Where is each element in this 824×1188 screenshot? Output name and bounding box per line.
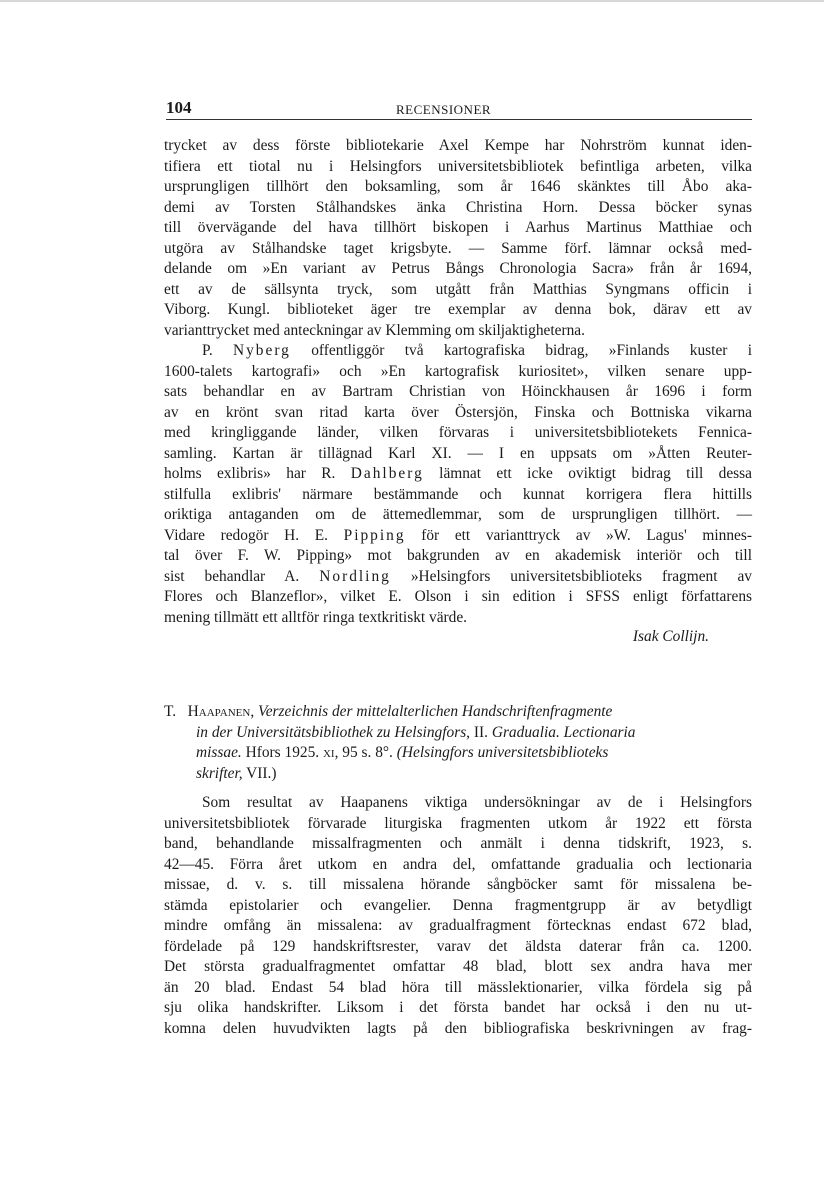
text-line	[164, 341, 752, 361]
author-name: Nyberg	[233, 342, 291, 359]
text-line: 42—45. Förra året utkom en andra del, omfattande gradualia och lectionaria	[164, 855, 752, 873]
text-line: universitetsbibliotek förvarade liturgiska fragmenten utkom år 1922 ett första	[164, 814, 752, 832]
reference-line	[164, 723, 752, 743]
text-line: av en krönt svan ritad karta över Östersjön, Finska och Bottniska vikarna	[164, 403, 752, 421]
author-name: Dahlberg	[350, 465, 424, 482]
reference-title: Verzeichnis der mittelalterlichen Handschriftenfragmente	[258, 703, 613, 720]
text-line: mindre omfång än missalena: av gradualfragment förtecknas endast 672 blad,	[164, 917, 752, 934]
text-line: till övervägande del hava tillhört biskopen i Aarhus Martinus Matthiae och	[164, 219, 752, 236]
reference-title: in der Universitätsbibliothek zu Helsingfors,	[196, 723, 471, 741]
text-line: fördelade på 129 handskriftsrester, varav det äldsta daterar från ca. 1200.	[164, 937, 752, 955]
top-edge-rule	[0, 0, 824, 2]
author-name: Pipping	[343, 526, 406, 544]
text-line: Flores och Blanzeflor», vilket E. Olson i sin edition i SFSS enligt författarens	[164, 588, 752, 605]
text-line	[164, 464, 752, 484]
text-line: stilfulla exlibris' närmare bestämmande och kunnat korrigera flera hittills	[164, 485, 752, 503]
text-span: II.	[470, 723, 492, 741]
reference-title: Gradualia. Lectionaria	[491, 723, 636, 741]
text-line: sats behandlar en av Bartram Christian von Höinckhausen år 1696 i form	[164, 383, 752, 400]
text-line: sju olika handskrifter. Liksom i det första bandet har också i den nu ut-	[164, 999, 752, 1016]
text-span: holms exlibris» har R.	[164, 465, 351, 482]
header-rule	[166, 119, 752, 120]
text-line: tifiera ett tiotal nu i Helsingfors universitetsbibliotek befintliga arbeten, vilka	[164, 157, 752, 175]
text-line: varianttrycket med anteckningar av Klemming om skiljaktigheterna.	[164, 321, 585, 339]
reference-line	[164, 764, 752, 784]
reference-title: missae.	[196, 744, 242, 761]
page-number: 104	[166, 98, 192, 117]
text-line	[164, 526, 752, 546]
series-title: skrifter,	[196, 764, 243, 782]
text-span: , 95 s. 8°.	[334, 744, 397, 761]
running-head: RECENSIONER	[396, 102, 492, 117]
text-line: mening tillmätt ett alltför ringa textkritiskt värde.	[164, 608, 468, 626]
text-line: med kringliggande länder, vilken förvaras i universitetsbibliotekets Fennica-	[164, 424, 752, 441]
text-span: P.	[202, 342, 233, 359]
text-span: lämnat ett icke oviktigt bidrag till dessa	[423, 465, 752, 482]
reference-author: Haapanen,	[187, 703, 255, 720]
text-line: demi av Torsten Stålhandskes änka Christina Horn. Dessa böcker synas	[164, 198, 752, 216]
author-initial: T.	[164, 703, 177, 720]
text-span: för ett varianttryck av »W. Lagus' minnes-	[405, 526, 752, 544]
text-line: Som resultat av Haapanens viktiga undersökningar av de i Helsingfors	[202, 794, 752, 811]
text-line: utgöra av Stålhandske taget krigsbyte. — Samme förf. lämnar också med-	[164, 239, 752, 257]
text-line: trycket av dess förste bibliotekarie Axel Kempe har Nohrström kunnat iden-	[164, 137, 752, 154]
text-line: oriktiga antaganden om de ättemedlemmar, som de ursprungligen tillhört. —	[164, 506, 752, 523]
text-line: 1600-talets kartografi» och »En kartografisk kuriositet», vilken senare upp-	[164, 362, 752, 380]
text-line: stämda epistolarier och evangelier. Denna fragmentgrupp är av betydligt	[164, 896, 752, 914]
text-line: än 20 blad. Endast 54 blad höra till mässlektionarier, vilka fördela sig på	[164, 978, 752, 996]
text-line: Viborg. Kungl. biblioteket äger tre exemplar av denna bok, därav ett av	[164, 301, 752, 318]
text-line: band, behandlande missalfragmenten och anmält i denna tidskrift, 1923, s.	[164, 835, 752, 852]
roman-numeral: xi	[322, 744, 335, 761]
text-line: ursprungligen tillhört den boksamling, som år 1646 skänktes till Åbo aka-	[164, 178, 752, 195]
series-title: (Helsingfors universitetsbiblioteks	[396, 744, 609, 761]
text-span: sist behandlar A.	[164, 567, 320, 585]
text-line: Det största gradualfragmentet omfattar 48 blad, blott sex andra hava mer	[164, 958, 752, 975]
reference-line	[164, 702, 752, 722]
text-line	[164, 567, 752, 587]
text-line: tal över F. W. Pipping» mot bakgrunden av en akademisk interiör och till	[164, 547, 752, 564]
text-span: »Helsingfors universitetsbiblioteks fragment av	[390, 567, 752, 585]
reviewer-signature: Isak Collijn.	[632, 628, 709, 645]
text-span: Hfors 1925.	[241, 744, 323, 761]
page-header	[166, 98, 752, 120]
text-span: VII.)	[242, 764, 277, 782]
text-line: ett av de sällsynta tryck, som utgått från Matthias Syngmans officin i	[164, 280, 752, 298]
reference-line	[164, 743, 752, 763]
text-line: komna delen huvudvikten lagts på den bibliografiska beskrivningen av frag-	[164, 1019, 752, 1037]
text-span: offentliggör två kartografiska bidrag, »Finlands kuster i	[290, 342, 752, 359]
text-line: samling. Kartan är tillägnad Karl XI. — I en uppsats om »Åtten Reuter-	[164, 444, 752, 462]
text-span: Vidare redogör H. E.	[164, 526, 344, 544]
author-name: Nordling	[319, 567, 391, 585]
text-line: missae, d. v. s. till missalena hörande sångböcker samt för missalena be-	[164, 876, 752, 893]
text-line: delande om »En variant av Petrus Bångs Chronologia Sacra» från år 1694,	[164, 260, 752, 277]
